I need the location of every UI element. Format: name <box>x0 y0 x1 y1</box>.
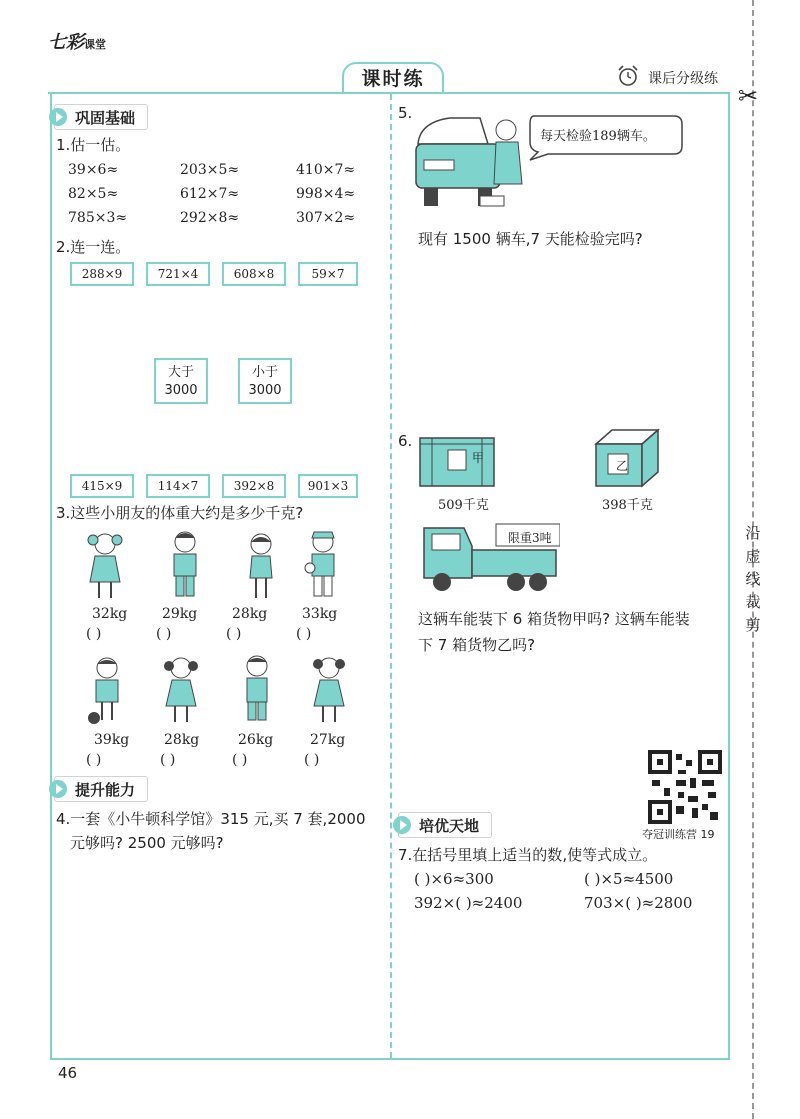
qr-code-icon[interactable] <box>648 750 722 824</box>
answer-blank[interactable]: ( ) <box>226 626 242 642</box>
q7-heading: 7.在括号里填上适当的数,使等式成立。 <box>398 846 658 864</box>
crate-a-weight: 509千克 <box>438 498 489 513</box>
speech-text: 每天检验189辆车。 <box>540 129 656 144</box>
q1-item: 998×4≈ <box>296 186 356 202</box>
section-improve-label: 提升能力 <box>75 780 136 799</box>
qr-caption: 夺冠训练营 19 <box>642 828 715 841</box>
child-illustration <box>240 530 282 602</box>
section-basics-label: 巩固基础 <box>75 108 136 127</box>
section-basics <box>54 104 148 130</box>
child-illustration <box>160 654 202 726</box>
brand-sub: 课堂 <box>84 38 106 51</box>
crate-a-label: 甲 <box>472 451 485 465</box>
cut-instruction: 沿 虚 线 裁 剪 <box>745 524 761 634</box>
q2-top-box[interactable]: 721×4 <box>146 262 210 286</box>
child-illustration <box>236 652 278 724</box>
q2-bottom-box[interactable]: 415×9 <box>70 474 134 498</box>
play-icon <box>49 108 67 126</box>
q1-item: 292×8≈ <box>180 210 240 226</box>
weight-label: 29kg <box>162 606 198 622</box>
truck-sign: 限重3吨 <box>508 531 552 545</box>
q1-heading: 1.估一估。 <box>56 136 131 154</box>
answer-blank[interactable]: ( ) <box>304 752 320 768</box>
child-illustration <box>308 654 350 726</box>
section-advanced-label: 培优天地 <box>419 816 480 835</box>
q1-item: 612×7≈ <box>180 186 240 202</box>
q4-line2: 元够吗? 2500 元够吗? <box>70 834 224 852</box>
child-illustration <box>164 528 206 600</box>
q1-item: 307×2≈ <box>296 210 356 226</box>
column-divider <box>390 94 392 1058</box>
child-illustration <box>86 654 128 726</box>
q5-number: 5. <box>398 104 413 122</box>
crate-a-illustration <box>418 432 496 488</box>
answer-blank[interactable]: ( ) <box>86 626 102 642</box>
weight-label: 33kg <box>302 606 338 622</box>
box-b-weight: 398千克 <box>602 498 653 513</box>
q1-item: 785×3≈ <box>68 210 128 226</box>
box-b-label: 乙 <box>616 459 629 473</box>
weight-label: 32kg <box>92 606 128 622</box>
q5-question: 现有 1500 辆车,7 天能检验完吗? <box>418 230 643 248</box>
q7-equation[interactable]: 392×( )≈2400 <box>414 894 523 912</box>
car-mechanic-illustration <box>410 104 530 214</box>
weight-label: 26kg <box>238 732 274 748</box>
less-than-3000-box[interactable]: 小于 3000 <box>238 358 292 404</box>
q2-bottom-box[interactable]: 114×7 <box>146 474 210 498</box>
section-type-label: 课后分级练 <box>648 71 718 87</box>
alarm-clock-icon <box>616 64 640 88</box>
q2-top-box[interactable]: 608×8 <box>222 262 286 286</box>
q6-number: 6. <box>398 432 413 450</box>
brand-logo <box>48 28 106 54</box>
q2-top-box[interactable]: 288×9 <box>70 262 134 286</box>
q1-item: 410×7≈ <box>296 162 356 178</box>
answer-blank[interactable]: ( ) <box>86 752 102 768</box>
child-illustration <box>302 528 344 600</box>
q4-line1: 4.一套《小牛顿科学馆》315 元,买 7 套,2000 <box>56 810 366 828</box>
q6-line1: 这辆车能装下 6 箱货物甲吗? 这辆车能装 <box>418 610 690 628</box>
q1-item: 39×6≈ <box>68 162 119 178</box>
q7-equation[interactable]: ( )×6≈300 <box>414 870 494 888</box>
weight-label: 28kg <box>164 732 200 748</box>
answer-blank[interactable]: ( ) <box>156 626 172 642</box>
play-icon <box>49 780 67 798</box>
answer-blank[interactable]: ( ) <box>232 752 248 768</box>
weight-label: 28kg <box>232 606 268 622</box>
q3-heading: 3.这些小朋友的体重大约是多少千克? <box>56 504 304 522</box>
weight-label: 27kg <box>310 732 346 748</box>
q7-equation[interactable]: ( )×5≈4500 <box>584 870 674 888</box>
q2-bottom-box[interactable]: 392×8 <box>222 474 286 498</box>
page-title: 课时练 <box>342 62 444 94</box>
q2-top-box[interactable]: 59×7 <box>298 262 358 286</box>
q2-heading: 2.连一连。 <box>56 238 131 256</box>
answer-blank[interactable]: ( ) <box>296 626 312 642</box>
child-illustration <box>84 530 126 602</box>
weight-label: 39kg <box>94 732 130 748</box>
brand-name: 七彩 <box>48 32 84 53</box>
q6-line2: 下 7 箱货物乙吗? <box>418 636 536 654</box>
section-advanced <box>398 812 492 838</box>
q1-item: 82×5≈ <box>68 186 119 202</box>
answer-blank[interactable]: ( ) <box>160 752 176 768</box>
q1-item: 203×5≈ <box>180 162 240 178</box>
page-number: 46 <box>58 1064 78 1082</box>
greater-than-3000-box[interactable]: 大于 3000 <box>154 358 208 404</box>
q2-bottom-box[interactable]: 901×3 <box>298 474 358 498</box>
scissors-icon: ✂ <box>738 82 759 110</box>
q7-equation[interactable]: 703×( )≈2800 <box>584 894 693 912</box>
section-improve <box>54 776 148 802</box>
play-icon <box>393 816 411 834</box>
